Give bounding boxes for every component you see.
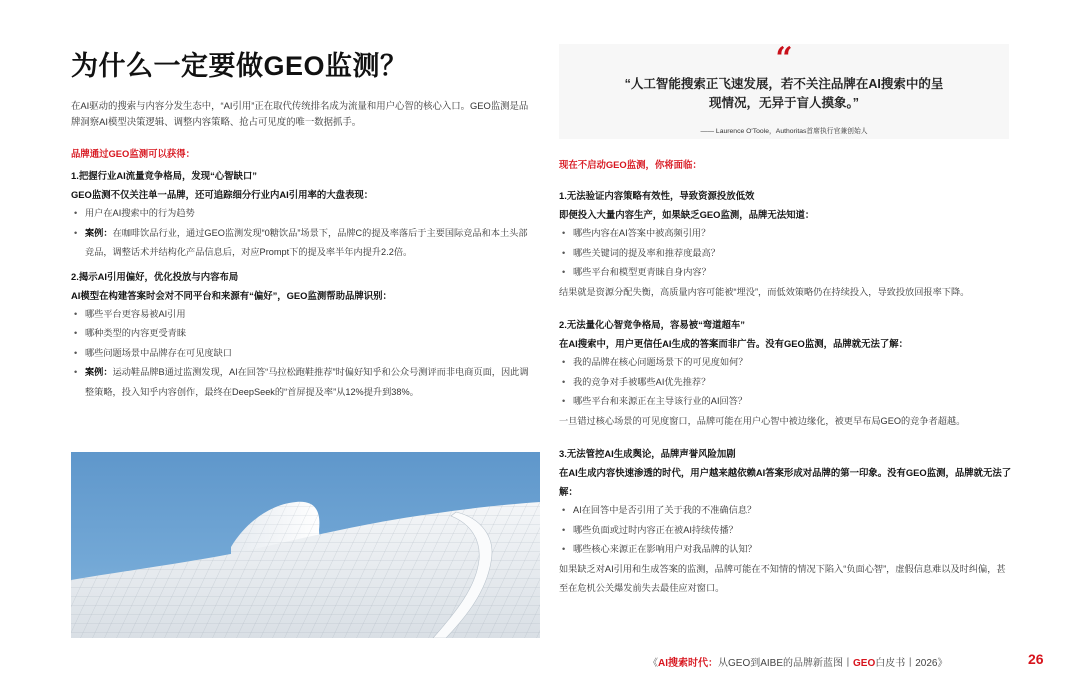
list-item: • 案例：在咖啡饮品行业，通过GEO监测发现“0糖饮品”场景下，品牌C的提及率落后于主要国际竞品和本土头部竞品，调整话术并结构化产品信息后，对应Prompt下的提及率半年内提升2.2倍。 bbox=[71, 224, 536, 263]
benefit-section-2 bbox=[71, 267, 536, 403]
list-item: • 我的品牌在核心问题场景下的可见度如何？ bbox=[559, 353, 1014, 373]
section-conclusion: 结果就是资源分配失衡，高质量内容可能被“埋没”，而低效策略仍在持续投入，导致投放回报率下降。 bbox=[559, 286, 970, 297]
section-lead: 在AI生成内容快速渗透的时代，用户越来越依赖AI答案形成对品牌的第一印象。没有GEO监测，品牌就无法了解： bbox=[559, 467, 1012, 497]
quote-box bbox=[559, 41, 1009, 139]
list-item: • AI在回答中是否引用了关于我的不准确信息？ bbox=[559, 501, 1014, 521]
benefits-heading: 品牌通过GEO监测可以获得： bbox=[71, 148, 195, 159]
section-title: 2.无法量化心智竞争格局，容易被“弯道超车” bbox=[559, 319, 745, 330]
bullet-list bbox=[71, 305, 536, 403]
section-lead: AI模型在构建答案时会对不同平台和来源有“偏好”，GEO监测帮助品牌识别： bbox=[71, 289, 392, 301]
risk-section-3 bbox=[559, 444, 1014, 599]
risks-heading: 现在不启动GEO监测，你将面临： bbox=[559, 159, 702, 170]
list-item: • 哪些核心来源正在影响用户对我品牌的认知？ bbox=[559, 540, 1014, 560]
section-title: 2.揭示AI引用偏好，优化投放与内容布局 bbox=[71, 270, 239, 282]
section-title: 1.把握行业AI流量竞争格局，发现“心智缺口” bbox=[71, 170, 257, 181]
section-conclusion: 一旦错过核心场景的可见度窗口，品牌可能在用户心智中被边缘化，被更早布局GEO的竞争者超越。 bbox=[559, 415, 966, 426]
section-lead: 在AI搜索中，用户更信任AI生成的答案而非广告。没有GEO监测，品牌就无法了解： bbox=[559, 338, 908, 349]
footer-book-title: 《AI搜索时代：从GEO到AIBE的品牌新蓝图丨GEO白皮书丨2026》 bbox=[648, 658, 948, 669]
bullet-list bbox=[559, 353, 1014, 412]
list-item: • 哪些平台和模型更青睐自身内容？ bbox=[559, 263, 1014, 283]
section-conclusion: 如果缺乏对AI引用和生成答案的监测，品牌可能在不知情的情况下陷入“负面心智”，虚假信息难以及时纠偏，甚至在危机公关爆发前失去最佳应对窗口。 bbox=[559, 563, 1006, 593]
list-item: • 用户在AI搜索中的行为趋势 bbox=[71, 204, 536, 224]
list-item: • 哪些问题场景中品牌存在可见度缺口 bbox=[71, 344, 536, 364]
list-item: • 哪些平台更容易被AI引用 bbox=[71, 305, 536, 325]
bullet-list bbox=[559, 224, 1014, 283]
list-item: • 哪些平台和来源正在主导该行业的AI回答？ bbox=[559, 392, 1014, 412]
risk-section-1 bbox=[559, 186, 1014, 302]
benefit-section-1 bbox=[71, 166, 536, 263]
section-lead: GEO监测不仅关注单一品牌，还可追踪细分行业内AI引用率的大盘表现： bbox=[71, 189, 374, 200]
risks-column bbox=[559, 156, 1014, 599]
risk-section-2 bbox=[559, 315, 1014, 431]
quote-text: “人工智能搜索正飞速发展，若不关注品牌在AI搜索中的呈现情况，无异于盲人摸象。” bbox=[624, 77, 944, 110]
page-title: 为什么一定要做GEO监测？ bbox=[71, 51, 408, 81]
case-label: 案例： bbox=[85, 227, 113, 238]
quote-author: —— Laurence O'Toole，Authoritas首席执行官兼创始人 bbox=[700, 128, 868, 135]
list-item: • 哪些负面或过时内容正在被AI持续传播？ bbox=[559, 521, 1014, 541]
section-lead: 即便投入大量内容生产，如果缺乏GEO监测，品牌无法知道： bbox=[559, 209, 815, 220]
benefits-column bbox=[71, 145, 536, 402]
list-item: • 哪些关键词的提及率和推荐度最高？ bbox=[559, 244, 1014, 264]
curved-building-illustration bbox=[71, 452, 540, 638]
list-item: • 哪种类型的内容更受青睐 bbox=[71, 324, 536, 344]
page-number: 26 bbox=[1028, 651, 1044, 667]
intro-paragraph: 在AI驱动的搜索与内容分发生态中，“AI引用”正在取代传统排名成为流量和用户心智的核心入口。GEO监测是品牌洞察AI模型决策逻辑、调整内容策略、抢占可见度的唯一数据抓手。 bbox=[71, 100, 529, 127]
bullet-list bbox=[559, 501, 1014, 560]
quote-mark-icon: “ bbox=[775, 41, 793, 76]
section-title: 1.无法验证内容策略有效性，导致资源投放低效 bbox=[559, 190, 755, 201]
list-item: • 哪些内容在AI答案中被高频引用？ bbox=[559, 224, 1014, 244]
section-title: 3.无法管控AI生成舆论，品牌声誉风险加剧 bbox=[559, 448, 736, 459]
list-item: • 我的竞争对手被哪些AI优先推荐？ bbox=[559, 373, 1014, 393]
bullet-list bbox=[71, 204, 536, 263]
case-label: 案例： bbox=[85, 367, 113, 377]
list-item: • 案例：运动鞋品牌B通过监测发现，AI在回答“马拉松跑鞋推荐”时偏好知乎和公众号测评而非电商页面，因此调整策略，投入知乎内容创作，最终在DeepSeek的“首屏提及率”从12%提升到38%。 bbox=[71, 363, 536, 402]
architecture-photo bbox=[71, 452, 540, 638]
